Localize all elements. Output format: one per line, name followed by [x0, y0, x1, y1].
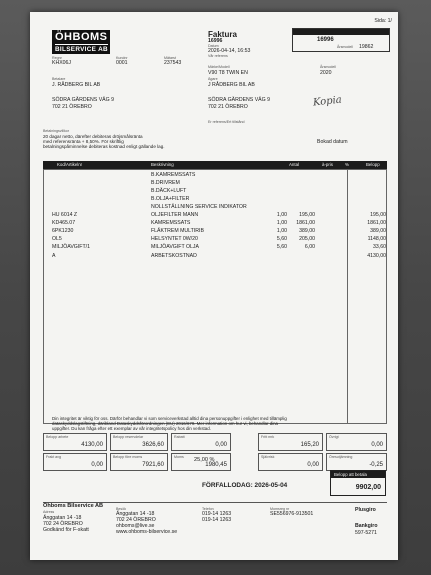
table-row: [30, 188, 398, 195]
belopp-arbete: Belopp arbete 4130,00: [43, 433, 107, 451]
att-betala-box: Belopp att betala 9902,00: [330, 470, 386, 496]
kundnr-value: 0001: [116, 60, 128, 66]
row-antal: 5,60: [276, 244, 287, 251]
row-besk: OLJEFILTER MANN: [151, 212, 199, 219]
vehicle-model: V90 T8 TWIN EN: [208, 70, 248, 76]
table-row: [30, 180, 398, 187]
row-belopp: 195,00: [370, 212, 386, 219]
oresutjamning: Öresutjämning -0,25: [326, 453, 387, 471]
row-besk: KAMREMSSATS: [151, 220, 191, 227]
regnr-value: KHX06J: [52, 60, 72, 66]
row-kod: 6PK1230: [52, 228, 74, 235]
row-apris: 6,00: [304, 244, 315, 251]
invoice-date: 2026-04-14, 16:53: [208, 48, 251, 54]
row-apris: 205,00: [299, 236, 315, 243]
row-besk: B.OLJA+FILTER: [151, 196, 190, 203]
row-kod: OL5: [52, 236, 62, 243]
customer-city: 702 21 ÖREBRO: [52, 104, 92, 110]
frakt-avgift: Frakt avg 0,00: [43, 453, 107, 471]
sjalvrisk: Självrisk 0,00: [258, 453, 323, 471]
row-apris: 1861,00: [296, 220, 315, 227]
row-besk: ARBETSKOSTNAD: [151, 252, 197, 259]
row-belopp: 1148,00: [367, 236, 386, 243]
row-besk: FLÄKTREM MULTIRIB: [151, 228, 204, 235]
row-besk: MILJÖAVGIFT OLJA: [151, 244, 199, 251]
integrity-notice: Din integritet är viktig för oss. Därför behandlar vi som serviceverkstad alltid dina personuppgifter i enlighet med tillämplig dataskyddslagstiftning, däribland Dataskyddsförordningen (EU) 2016/679. Mer information om hur vi, behandlar dina uppgifter. Du kan fråga efter ett exemplar av vår integritetspolicy hos din verkstad.: [52, 416, 287, 431]
row-besk: B.DRIVREM: [151, 180, 180, 187]
table-row: [30, 228, 398, 235]
footer-phone: 019-14 1263 019-14 1263: [202, 511, 232, 523]
footer-visit: Änggatan 14 -18 702 24 ÖREBRO ohboms@live.se www.ohboms-bilservice.se: [116, 511, 178, 535]
table-row: [30, 196, 398, 203]
belopp-fore-moms: Belopp före moms 7921,60: [110, 453, 168, 471]
bokad-datum: Bokad datum: [317, 139, 348, 145]
table-row: [30, 220, 398, 227]
row-besk: B.DÄCK+LUFT: [151, 188, 187, 195]
row-antal: 1,00: [276, 212, 287, 219]
row-antal: 5,60: [276, 236, 287, 243]
row-kod: KD465.07: [52, 220, 76, 227]
plusgiro-label: Plusgiro: [355, 507, 376, 513]
row-belopp: 389,00: [370, 228, 386, 235]
owner-street: SÖDRA GÄRDENS VÄG 9: [208, 97, 270, 103]
table-row: [30, 172, 398, 179]
row-apris: 195,00: [299, 212, 315, 219]
footer-company: Öhboms Bilservice AB: [43, 503, 104, 509]
invoice-title: Faktura: [208, 30, 237, 39]
matarst-value: 237543: [164, 60, 182, 66]
row-belopp: 4130,00: [367, 252, 386, 259]
row-kod: HU 6014 Z: [52, 212, 78, 219]
items-table-header: Kod/Artikelnr Beskrivning Antal à-pris % Belopp: [43, 161, 387, 169]
table-row: [30, 244, 398, 251]
table-row: [30, 204, 398, 211]
customer-name: J. RÅDBERG BIL AB: [52, 82, 101, 88]
row-antal: 1,00: [276, 220, 287, 227]
row-belopp: 1861,00: [367, 220, 386, 227]
row-kod: A: [52, 252, 56, 259]
forfallodag: FÖRFALLODAG: 2026-05-04: [202, 482, 288, 489]
vehicle-owner: J RÅDBERG BIL AB: [208, 82, 255, 88]
table-row: [30, 236, 398, 243]
invoice-paper: Sida: 1/ ÖHBOMS BILSERVICE AB Faktura 16996 Datum 2026-04-14, 16:53 Vår referens 16996 Årsmodell 19862 Regnr KHX06J Kundnr 0001 Mätarst 237543 Märke/Modell V90 T8 TWIN EN Ägare J RÅDBERG BIL AB Årsmodell 2020 Betalare J. RÅDBERG BIL AB SÖDRA GÄRDENS VÄG 9 702 21 ÖREBRO SÖDRA GÄRDENS VÄG 9 702 21 ÖREBRO Er referens/Ert tillstånd Kopia Betalningsvillkor 20 dagar netto, därefter debiteras dröjsmålsränta med referensränta + 8,50%. För skriftlig betalningspåminnelse debiteras kostnad enligt gällande lag. Bokad datum Kod/Artikelnr Beskrivning Antal à-pris % Belopp B.KAMREMSSATS B.DRIVREM B.DÄCK+LUFT B.OLJA+FILTER NOLLSTÄLLNING SERVICE INDIKATOR HU 6014 Z OLJEFILTER MANN 1,00 195,00 195,00 KD465.07 KAMREMSSATS 1,00 1861,00 1861,00 6PK1230 FLÄKTREM MULTIRIB 1,00 389,00 389,00 OL5 HELSYNTET 0W/20 5,60 205,00 1148,00 MILJÖAVGIFT/1 MILJÖAVGIFT OLJA 5,60 6,00 33,60 A ARBETSKOSTNAD 4130,00 Din integritet är viktig för oss. Därför behandlar vi som serviceverkstad alltid dina personuppgifter i enlighet med tillämplig dataskyddslagstiftning, däribland Dataskyddsförordningen (EU) 2016/679. Mer information om hur vi, behandlar dina uppgifter. Du kan fråga efter ett exemplar av vår integritetspolicy hos din verkstad. Belopp arbete 4130,00 Belopp reservdelar 3626,60 Rabatt 0,00 Fritt mrk 165,20 Övrigt 0,00 Frakt avg 0,00 Belopp före moms 7921,60 Moms 25,00 % 1980,45 Självrisk 0,00 Öresutjämning -0,25 FÖRFALLODAG: 2026-05-04 Belopp att betala 9902,00 Öhboms Bilservice AB Adress Änggatan 14 -18 702 24 ÖREBRO Godkänd för F-skatt Besök Änggatan 14 -18 702 24 ÖREBRO ohboms@live.se www.ohboms-bilservice.se Telefon 019-14 1263 019-14 1263 Momsreg nr SE556976-913501 Plusgiro Bankgiro 597-5271: [30, 12, 398, 560]
row-besk: HELSYNTET 0W/20: [151, 236, 198, 243]
fritt-mrk: Fritt mrk 165,20: [258, 433, 323, 451]
att-betala-value: 9902,00: [355, 484, 381, 491]
payment-terms: 20 dagar netto, därefter debiteras dröjsmålsränta med referensränta + 8,50%. För skriftlig betalningspåminnelse debiteras kostnad enligt gällande lag.: [43, 134, 165, 149]
invoice-number-box: 16996 Årsmodell 19862: [292, 28, 390, 52]
customer-street: SÖDRA GÄRDENS VÄG 9: [52, 97, 114, 103]
row-antal: 1,00: [276, 228, 287, 235]
invoice-number: 16996: [208, 38, 223, 44]
table-row: [30, 212, 398, 219]
moms: Moms 25,00 % 1980,45: [171, 453, 231, 471]
row-belopp: 33,60: [373, 244, 386, 251]
row-kod: MILJÖAVGIFT/1: [52, 244, 90, 251]
ovrigt: Övrigt 0,00: [326, 433, 387, 451]
belopp-reservdelar: Belopp reservdelar 3626,60: [110, 433, 168, 451]
rabatt: Rabatt 0,00: [171, 433, 231, 451]
table-row: [30, 253, 398, 260]
row-besk: NOLLSTÄLLNING SERVICE INDIKATOR: [151, 204, 247, 211]
row-besk: B.KAMREMSSATS: [151, 172, 196, 178]
company-logo: ÖHBOMS BILSERVICE AB: [52, 30, 110, 54]
footer-address: Änggatan 14 -18 702 24 ÖREBRO Godkänd för F-skatt: [43, 515, 89, 533]
vehicle-year: 2020: [320, 70, 332, 76]
bankgiro-label: Bankgiro: [355, 523, 378, 529]
page-indicator: Sida: 1/: [374, 18, 392, 24]
bankgiro-number: 597-5271: [355, 530, 377, 536]
owner-city: 702 21 ÖREBRO: [208, 104, 248, 110]
footer-vat: SE556976-913501: [270, 511, 314, 517]
row-apris: 389,00: [299, 228, 315, 235]
kopia-handwriting: Kopia: [312, 94, 343, 109]
